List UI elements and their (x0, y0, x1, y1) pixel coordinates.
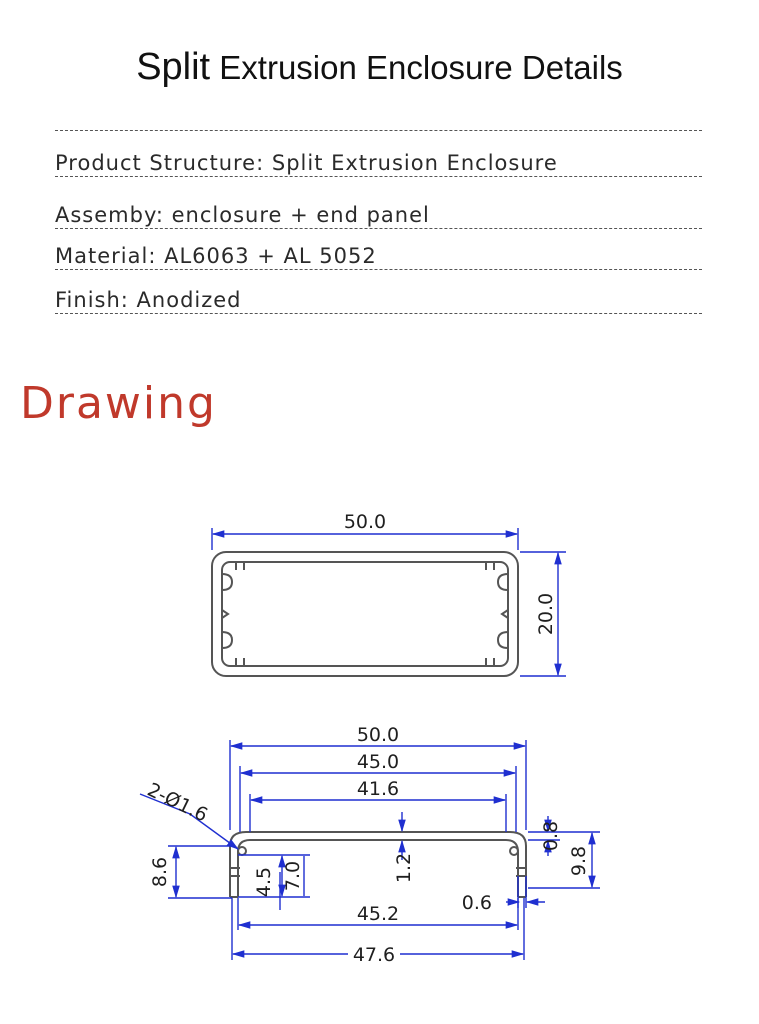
front-height-label: 20.0 (535, 592, 557, 636)
rail-groove (498, 574, 508, 590)
spec-value: Split Extrusion Enclosure (271, 151, 558, 175)
wall-slot (236, 562, 244, 666)
front-width-label: 50.0 (343, 511, 387, 533)
front-view-outline (212, 552, 518, 676)
front-view (212, 511, 566, 676)
side-width-2-label: 45.0 (356, 751, 400, 773)
inner-width-label: 45.2 (356, 903, 400, 925)
base-width-label: 47.6 (352, 944, 396, 966)
front-outer-profile (212, 552, 518, 676)
side-dimensions (140, 740, 600, 960)
holes-label: 2-Ø1.6 (143, 778, 212, 827)
spec-label: Material: (55, 244, 157, 268)
dim-7-0-label: 7.0 (282, 860, 304, 892)
spec-label: Product Structure: (55, 151, 265, 175)
spec-value: Anodized (136, 288, 242, 312)
dim-9-8-label: 9.8 (568, 845, 590, 877)
side-width-3-label: 41.6 (356, 778, 400, 800)
wall-slot (486, 562, 494, 666)
spec-value: enclosure + end panel (171, 203, 430, 227)
title-first-word: Split (136, 46, 211, 88)
rail-groove (498, 632, 508, 648)
screw-hole (238, 847, 246, 855)
side-overall-width-label: 50.0 (356, 724, 400, 746)
slot-height-label: 8.6 (149, 856, 171, 888)
side-view (140, 724, 600, 966)
front-inner-profile (222, 562, 508, 666)
front-dimensions (212, 528, 566, 676)
spec-label: Assemby: (55, 203, 164, 227)
dim-4-5-label: 4.5 (253, 866, 275, 898)
dim-0-6-label: 0.6 (461, 892, 492, 914)
dim-0-8-label: 0.8 (540, 820, 562, 852)
rail-groove (222, 574, 232, 590)
title-rest: Extrusion Enclosure Details (219, 49, 623, 86)
screw-hole (510, 847, 518, 855)
drawing-section-title: Drawing (20, 378, 217, 429)
rail-groove (222, 632, 232, 648)
spec-value: AL6063 + AL 5052 (164, 244, 377, 268)
wall-thickness-label: 1.2 (393, 852, 415, 884)
spec-label: Finish: (55, 288, 129, 312)
